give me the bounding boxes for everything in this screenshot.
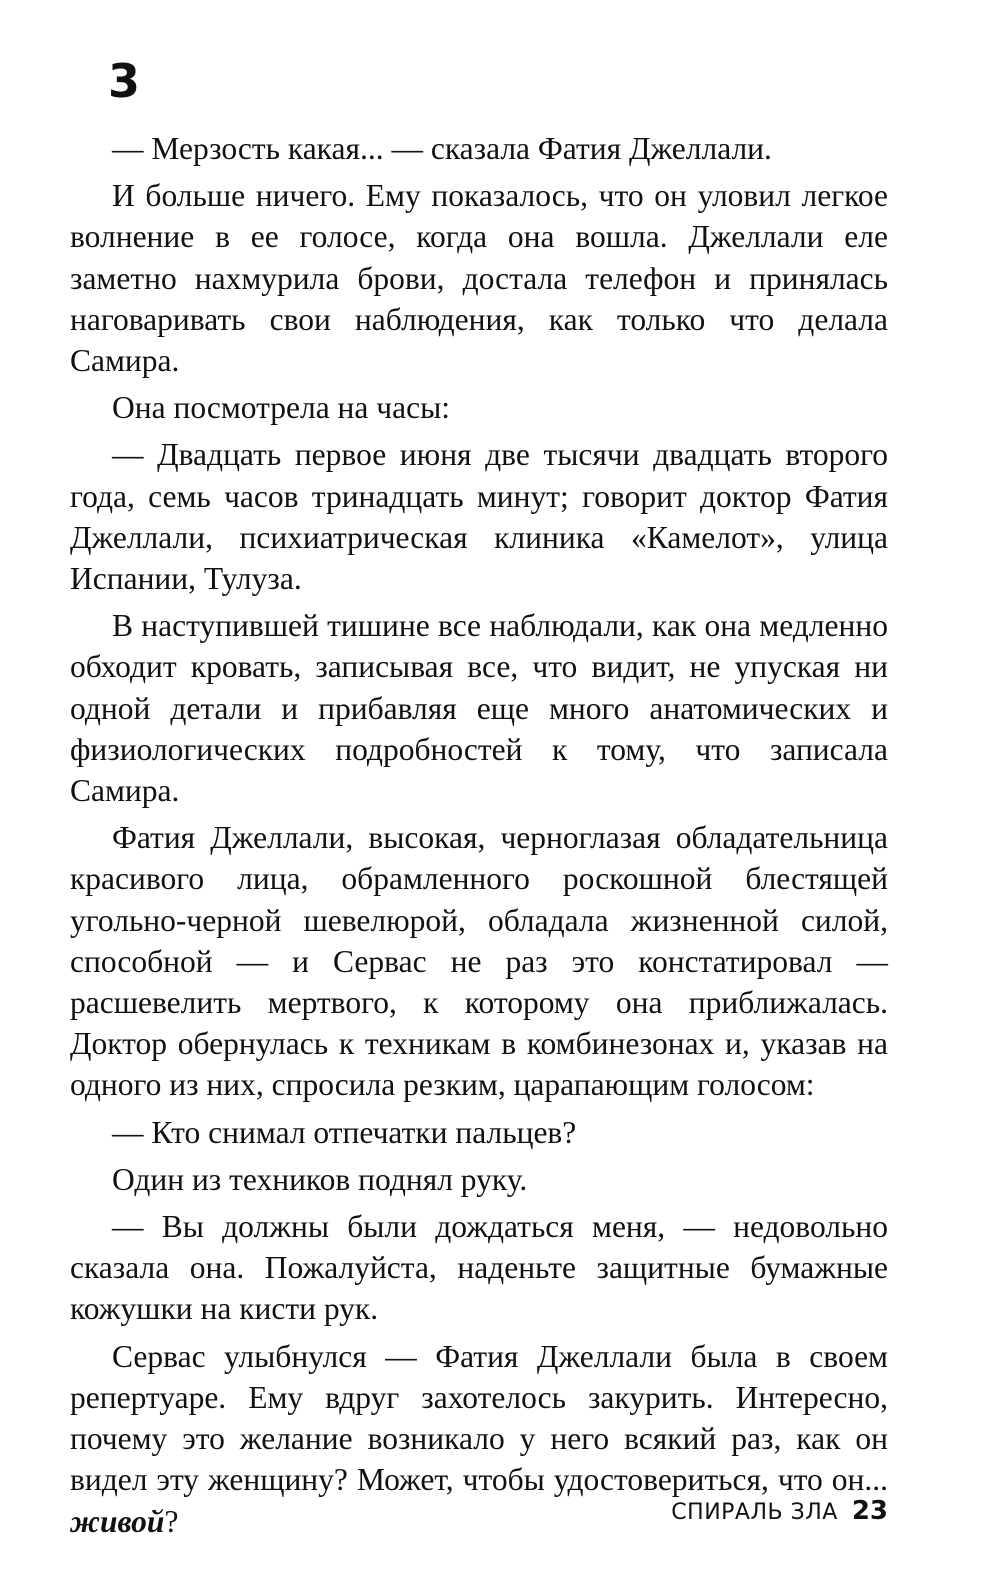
paragraph-6: Фатия Джеллали, высокая, черноглазая обладательница красивого лица, обрамленного роскошной блестящей угольно-черной шевелюрой, обладала жизненной силой, способной — и Сервас не раз это констатировал — расшевелить мертвого, к которому она приближалась. Доктор обернулась к техникам в комбинезонах и, указав на одного из них, спросила резким, царапающим голосом: — [70, 820, 888, 1103]
page-number: 23 — [851, 1496, 888, 1526]
body-text — [70, 128, 888, 1542]
chapter-number: 3 — [108, 54, 141, 108]
paragraph-3: Она посмотрела на часы: — [112, 390, 450, 426]
paragraph-10-end: ? — [164, 1503, 179, 1539]
paragraph-1: — Мерзость какая... — сказала Фатия Джеллали. — [112, 131, 772, 166]
paragraph-5: В наступившей тишине все наблюдали, как она медленно обходит кровать, записывая все, что видит, не упуская ни одной детали и прибавляя еще много анатомических и физиологических подробностей к тому, что записала Самира. — [70, 608, 888, 809]
paragraph-2: И больше ничего. Ему показалось, что он уловил легкое волнение в ее голосе, когда она вошла. Джеллали еле заметно нахмурила брови, достала телефон и принялась наговаривать свои наблюдения, как только что делала Самира. — [70, 178, 888, 379]
paragraph-4: — Двадцать первое июня две тысячи двадцать второго года, семь часов тринадцать минут; говорит доктор Фатия Джеллали, психиатрическая клиника «Камелот», улица Испании, Тулуза. — [70, 437, 888, 597]
running-title: СПИРАЛЬ ЗЛА — [671, 1500, 838, 1525]
paragraph-9: — Вы должны были дождаться меня, — недовольно сказала она. Пожалуйста, наденьте защитные бумажные кожушки на кисти рук. — [70, 1209, 888, 1327]
emphasis-word: живой — [70, 1503, 165, 1539]
page-footer — [671, 1498, 888, 1524]
paragraph-7: — Кто снимал отпечатки пальцев? — [112, 1114, 577, 1150]
paragraph-10-text: Сервас улыбнулся — Фатия Джеллали была в своем репертуаре. Ему вдруг захотелось закурить. Интересно, почему это желание возникало у него всякий раз, как он видел эту женщину? Может, чтобы удостовериться, что он... — [70, 1338, 888, 1498]
paragraph-8: Один из техников поднял руку. — [112, 1161, 528, 1197]
